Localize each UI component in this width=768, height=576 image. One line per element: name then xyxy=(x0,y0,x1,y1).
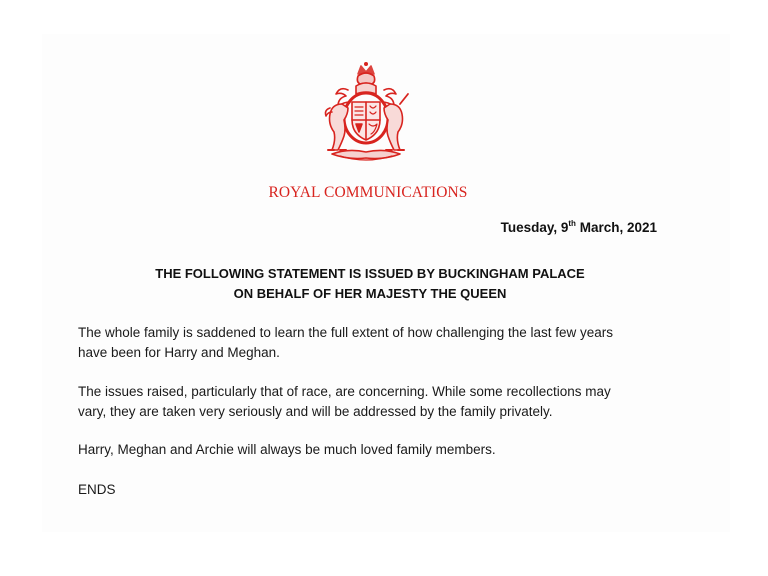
statement-heading xyxy=(120,264,620,304)
paragraph-family-saddened xyxy=(78,323,698,362)
date-ordinal-suffix: th xyxy=(568,218,576,228)
paragraph-family-members xyxy=(78,440,698,460)
ends-marker: ENDS xyxy=(78,482,116,497)
paragraph-ends xyxy=(78,480,698,500)
paragraph-issues-raised xyxy=(78,382,698,421)
letterhead-title: ROYAL COMMUNICATIONS xyxy=(268,184,468,201)
date-day: Tuesday, 9 xyxy=(500,220,569,235)
heading-line-1: THE FOLLOWING STATEMENT IS ISSUED BY BUCKINGHAM PALACE xyxy=(155,266,585,281)
paragraph-line: Harry, Meghan and Archie will always be much loved family members. xyxy=(78,442,496,457)
paragraph-line: vary, they are taken very seriously and will be addressed by the family privately. xyxy=(78,403,553,419)
heading-line-2: ON BEHALF OF HER MAJESTY THE QUEEN xyxy=(233,286,507,301)
paragraph-line: The issues raised, particularly that of race, are concerning. While some recollections may xyxy=(78,384,611,399)
date-month-year: March, 2021 xyxy=(575,220,657,235)
statement-date xyxy=(501,220,657,235)
paragraph-line: have been for Harry and Meghan. xyxy=(78,344,280,360)
royal-crest-icon xyxy=(318,60,414,164)
paragraph-line: The whole family is saddened to learn the full extent of how challenging the last few years xyxy=(78,325,614,340)
